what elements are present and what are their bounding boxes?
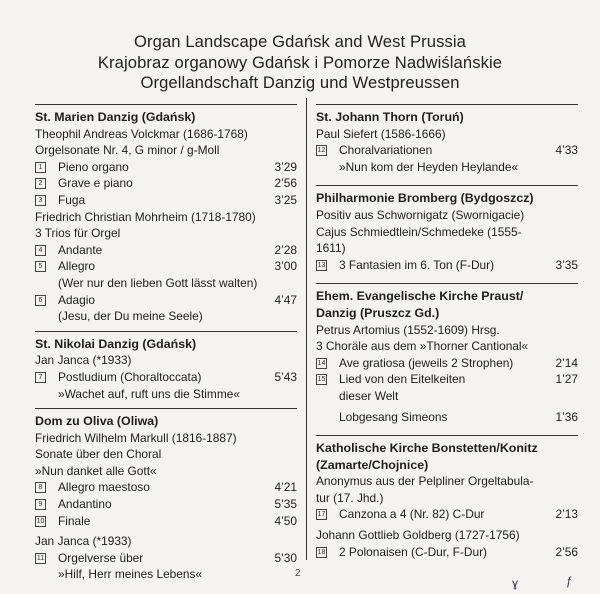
track-duration: 5’43 — [274, 369, 297, 384]
track-title: Choralvariationen — [339, 143, 433, 158]
page-title — [0, 32, 600, 94]
track-row — [35, 159, 297, 176]
track-subtitle: (Wer nur den lieben Gott lässt walten) — [58, 275, 258, 290]
track-row — [35, 192, 297, 209]
track-number: 13 — [317, 261, 326, 269]
track-row — [316, 409, 578, 426]
track-number: 3 — [35, 195, 46, 206]
track-title: Fuga — [58, 192, 86, 207]
track-row — [35, 369, 297, 386]
track-duration: 1’27 — [555, 372, 578, 387]
track-title: Grave e piano — [58, 176, 133, 191]
track-number: 7 — [35, 372, 46, 383]
right-column — [316, 104, 578, 560]
track-title: Ave gratiosa (jeweils 2 Strophen) — [339, 355, 514, 370]
track-title: Canzona a 4 (Nr. 82) C-Dur — [339, 507, 485, 522]
track-title: Adagio — [58, 292, 96, 307]
instrument-note: Positiv aus Schwornigatz (Swornigacie) — [316, 207, 525, 222]
track-row — [35, 292, 297, 309]
track-duration: 2’13 — [555, 507, 578, 522]
section-st-marien — [35, 104, 297, 325]
track-title: Orgelverse über — [58, 550, 144, 565]
track-duration: 3’29 — [274, 159, 297, 174]
track-duration: 3’00 — [274, 259, 297, 274]
track-title: Postludium (Choraltoccata) — [58, 369, 202, 384]
composer-cont: tur (17. Jhd.) — [316, 490, 384, 505]
track-subtitle: »Nun kom der Heyden Heylande« — [339, 159, 519, 174]
track-number: 11 — [36, 554, 45, 562]
track-duration: 4’21 — [274, 480, 297, 495]
track-number: 15 — [317, 376, 326, 384]
page-number: 2 — [295, 568, 301, 579]
track-row — [35, 242, 297, 259]
section-title: St. Marien Danzig (Gdańsk) — [35, 110, 196, 124]
track-duration: 2’14 — [555, 355, 578, 370]
composer: Theophil Andreas Volckmar (1686-1768) — [35, 126, 248, 141]
track-number: 14 — [317, 359, 326, 367]
track-number: 9 — [35, 499, 46, 510]
track-subtitle: »Wachet auf, ruft uns die Stimme« — [58, 386, 240, 401]
track-title: 2 Polonaisen (C-Dur, F-Dur) — [339, 544, 488, 559]
section-title: Dom zu Oliva (Oliwa) — [35, 414, 159, 429]
track-row — [316, 371, 578, 388]
composer-cont: 1611) — [316, 241, 346, 256]
track-title: Lobgesang Simeons — [339, 409, 448, 424]
pen-mark: ɣ — [512, 576, 519, 590]
composer: Cajus Schmiedtlein/Schmedeke (1555- — [316, 224, 522, 239]
track-duration: 4’33 — [555, 143, 578, 158]
track-duration: 1’36 — [555, 409, 578, 424]
track-subtitle: dieser Welt — [339, 388, 399, 403]
section-st-johann — [316, 104, 578, 175]
track-duration: 3’25 — [274, 192, 297, 207]
track-subtitle: »Hilf, Herr meines Lebens« — [58, 567, 203, 582]
track-duration: 4’47 — [274, 292, 297, 307]
track-number: 5 — [35, 261, 46, 272]
track-number: 4 — [35, 245, 46, 256]
work-title: 3 Trios für Orgel — [35, 226, 121, 241]
column-divider — [306, 98, 307, 560]
track-number: 18 — [317, 548, 326, 556]
track-row — [316, 506, 578, 523]
track-duration: 2’28 — [274, 242, 297, 257]
track-title: Lied von den Eitelkeiten — [339, 372, 466, 387]
track-number: 1 — [35, 162, 46, 173]
track-duration: 5’30 — [274, 550, 297, 565]
track-duration: 2’56 — [274, 176, 297, 191]
track-number: 2 — [35, 178, 46, 189]
section-dom-oliva — [35, 408, 297, 583]
track-number: 12 — [317, 147, 326, 155]
track-row — [316, 142, 578, 159]
section-title: Katholische Kirche Bonstetten/Konitz — [316, 441, 538, 456]
track-row — [35, 550, 297, 567]
composer: Jan Janca (*1933) — [35, 353, 132, 368]
section-title: Ehem. Evangelische Kirche Praust/ — [316, 289, 524, 304]
track-subtitle: (Jesu, der Du meine Seele) — [58, 309, 203, 324]
track-number: 8 — [35, 482, 46, 493]
track-row — [35, 496, 297, 513]
composer: Petrus Artomius (1552-1609) Hrsg. — [316, 322, 500, 337]
track-row — [316, 544, 578, 561]
work-title: Orgelsonate Nr. 4, G minor / g-Moll — [35, 143, 220, 158]
section-title: St. Nikolai Danzig (Gdańsk) — [35, 336, 197, 351]
track-duration: 5’35 — [274, 497, 297, 512]
track-duration: 2’56 — [555, 544, 578, 559]
left-column — [35, 104, 297, 583]
pen-mark: ƒ — [566, 574, 573, 588]
composer: Paul Siefert (1586-1666) — [316, 126, 446, 141]
composer: Anonymus aus der Pelpliner Orgeltabula- — [316, 474, 534, 489]
track-duration: 3’35 — [555, 257, 578, 272]
track-number: 10 — [36, 517, 45, 525]
track-title: Andante — [58, 242, 103, 257]
title-polish: Krajobraz organowy Gdańsk i Pomorze Nadwiślańskie — [97, 52, 503, 72]
work-title: 3 Choräle aus dem »Thorner Cantional« — [316, 339, 529, 354]
track-row — [35, 175, 297, 192]
composer: Johann Gottlieb Goldberg (1727-1756) — [316, 528, 520, 543]
section-title-cont: (Zamarte/Chojnice) — [316, 457, 429, 472]
track-row — [35, 479, 297, 496]
track-title: Finale — [58, 513, 91, 528]
section-st-nikolai — [35, 331, 297, 402]
track-duration: 4’50 — [274, 513, 297, 528]
work-title: »Nun danket alle Gott« — [35, 463, 157, 478]
work-title: Sonate über den Choral — [35, 447, 162, 462]
section-title: St. Johann Thorn (Toruń) — [316, 110, 464, 124]
composer: Friedrich Christian Mohrheim (1718-1780) — [35, 209, 256, 224]
section-bonstetten — [316, 435, 578, 560]
title-german: Orgellandschaft Danzig und Westpreussen — [140, 73, 460, 92]
track-title: 3 Fantasien im 6. Ton (F-Dur) — [339, 257, 495, 272]
track-row — [316, 257, 578, 274]
track-number: 17 — [317, 511, 326, 519]
track-row — [35, 258, 297, 275]
track-title: Andantino — [58, 497, 112, 512]
section-philharmonie — [316, 185, 578, 273]
track-title: Allegro maestoso — [58, 480, 150, 495]
title-english: Organ Landscape Gdańsk and West Prussia — [134, 32, 466, 51]
composer: Friedrich Wilhelm Markull (1816-1887) — [35, 430, 237, 445]
track-number: 6 — [35, 295, 46, 306]
section-title-cont: Danzig (Pruszcz Gd.) — [316, 305, 440, 320]
track-title: Allegro — [58, 259, 96, 274]
composer: Jan Janca (*1933) — [35, 534, 132, 549]
section-title: Philharmonie Bromberg (Bydgoszcz) — [316, 191, 534, 206]
section-praust — [316, 283, 578, 425]
track-title: Pieno organo — [58, 159, 129, 174]
track-row — [35, 513, 297, 530]
track-row — [316, 355, 578, 372]
